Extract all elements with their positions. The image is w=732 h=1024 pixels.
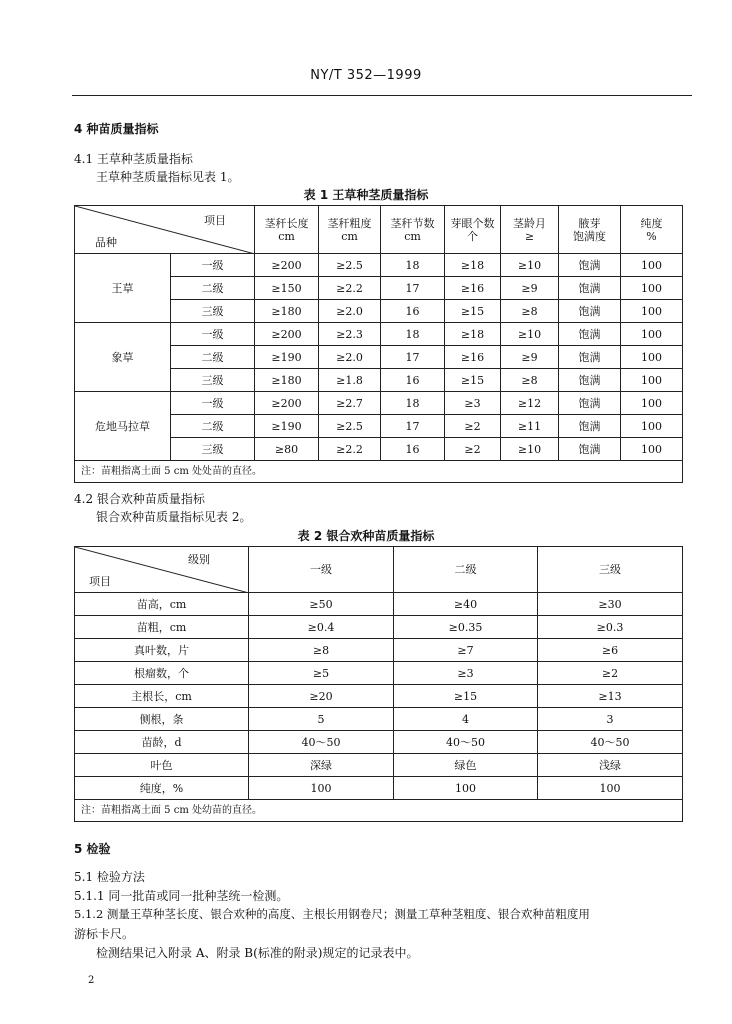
value-cell: ≥2 — [445, 415, 501, 438]
grade-cell: 二级 — [171, 277, 255, 300]
value-cell: 饱满 — [559, 346, 621, 369]
value-cell: ≥180 — [255, 369, 319, 392]
page-number: 2 — [88, 975, 95, 986]
value-cell: ≥15 — [445, 369, 501, 392]
header-cell: 腋芽 饱满度 — [559, 206, 621, 254]
value-cell: ≥2.2 — [319, 277, 381, 300]
value-cell: ≥12 — [501, 392, 559, 415]
value-cell: 饱满 — [559, 369, 621, 392]
value-cell: ≥10 — [501, 438, 559, 461]
value-cell: 5 — [249, 708, 394, 731]
value-cell: ≥20 — [249, 685, 394, 708]
item-cell: 真叶数，片 — [75, 639, 249, 662]
value-cell: 18 — [381, 392, 445, 415]
value-cell: ≥2 — [538, 662, 683, 685]
corner-top-label: 项目 — [204, 214, 226, 227]
table-1 — [74, 205, 683, 483]
section-4-1-text: 王草种茎质量指标见表 1。 — [96, 170, 240, 184]
value-cell: ≥180 — [255, 300, 319, 323]
value-cell: 100 — [621, 300, 683, 323]
value-cell: ≥0.35 — [394, 616, 538, 639]
value-cell: 100 — [621, 415, 683, 438]
grade-cell: 二级 — [171, 415, 255, 438]
value-cell: ≥1.8 — [319, 369, 381, 392]
table-2 — [74, 546, 683, 822]
section-4-title: 4 种苗质量指标 — [74, 122, 159, 136]
grade-cell: 三级 — [171, 369, 255, 392]
grade-header: 一级 — [249, 547, 394, 593]
value-cell: ≥13 — [538, 685, 683, 708]
header-cell: 茎秆长度 cm — [255, 206, 319, 254]
value-cell: ≥5 — [249, 662, 394, 685]
grade-cell: 一级 — [171, 323, 255, 346]
value-cell: ≥3 — [394, 662, 538, 685]
value-cell: ≥200 — [255, 254, 319, 277]
value-cell: ≥50 — [249, 593, 394, 616]
value-cell: ≥200 — [255, 392, 319, 415]
value-cell: ≥16 — [445, 277, 501, 300]
grade-cell: 二级 — [171, 346, 255, 369]
value-cell: 100 — [621, 323, 683, 346]
header-cell: 茎秆节数 cm — [381, 206, 445, 254]
value-cell: 饱满 — [559, 277, 621, 300]
item-cell: 苗高，cm — [75, 593, 249, 616]
value-cell: 16 — [381, 300, 445, 323]
value-cell: ≥8 — [501, 369, 559, 392]
value-cell: 3 — [538, 708, 683, 731]
value-cell: 40～50 — [538, 731, 683, 754]
value-cell: 绿色 — [394, 754, 538, 777]
value-cell: ≥8 — [249, 639, 394, 662]
value-cell: ≥10 — [501, 254, 559, 277]
value-cell: 饱满 — [559, 392, 621, 415]
section-5-1-2-line1: 5.1.2 测量王草种茎长度、银合欢种的高度、主根长用钢卷尺；测量工草种茎粗度、银合欢种苗粗度用 — [74, 907, 590, 921]
value-cell: 17 — [381, 277, 445, 300]
value-cell: ≥18 — [445, 323, 501, 346]
variety-cell: 王草 — [75, 254, 171, 323]
value-cell: ≥18 — [445, 254, 501, 277]
table-1-caption: 表 1 王草种茎质量指标 — [303, 188, 429, 202]
header-cell: 茎龄月 ≥ — [501, 206, 559, 254]
item-cell: 苗粗，cm — [75, 616, 249, 639]
variety-cell: 危地马拉草 — [75, 392, 171, 461]
grade-cell: 三级 — [171, 438, 255, 461]
value-cell: 浅绿 — [538, 754, 683, 777]
corner-bottom-label: 项目 — [89, 575, 111, 588]
value-cell: ≥10 — [501, 323, 559, 346]
value-cell: 饱满 — [559, 323, 621, 346]
item-cell: 根瘤数，个 — [75, 662, 249, 685]
section-4-2-title: 4.2 银合欢种苗质量指标 — [74, 492, 205, 506]
section-4-2-text: 银合欢种苗质量指标见表 2。 — [96, 510, 252, 524]
value-cell: ≥2.7 — [319, 392, 381, 415]
value-cell: 100 — [621, 254, 683, 277]
value-cell: ≥40 — [394, 593, 538, 616]
value-cell: 40～50 — [249, 731, 394, 754]
value-cell: ≥16 — [445, 346, 501, 369]
value-cell: ≥15 — [394, 685, 538, 708]
value-cell: ≥200 — [255, 323, 319, 346]
item-cell: 主根长，cm — [75, 685, 249, 708]
value-cell: ≥9 — [501, 277, 559, 300]
value-cell: ≥2.2 — [319, 438, 381, 461]
value-cell: 100 — [621, 438, 683, 461]
header-rule — [72, 95, 692, 96]
grade-cell: 三级 — [171, 300, 255, 323]
value-cell: ≥9 — [501, 346, 559, 369]
value-cell: ≥0.4 — [249, 616, 394, 639]
value-cell: 4 — [394, 708, 538, 731]
standard-code: NY/T 352—1999 — [310, 68, 422, 83]
value-cell: 17 — [381, 415, 445, 438]
value-cell: 100 — [394, 777, 538, 800]
value-cell: 100 — [621, 392, 683, 415]
grade-cell: 一级 — [171, 254, 255, 277]
table-2-caption: 表 2 银合欢种苗质量指标 — [297, 529, 435, 543]
value-cell: ≥2.0 — [319, 346, 381, 369]
value-cell: 16 — [381, 438, 445, 461]
value-cell: 16 — [381, 369, 445, 392]
value-cell: 饱满 — [559, 415, 621, 438]
value-cell: ≥80 — [255, 438, 319, 461]
variety-cell: 象草 — [75, 323, 171, 392]
corner-bottom-label: 品种 — [95, 236, 117, 249]
item-cell: 纯度，% — [75, 777, 249, 800]
value-cell: ≥15 — [445, 300, 501, 323]
value-cell: ≥150 — [255, 277, 319, 300]
value-cell: 17 — [381, 346, 445, 369]
table-2-note: 注：苗粗指离土面 5 cm 处幼苗的直径。 — [75, 800, 683, 822]
section-5-1-1: 5.1.1 同一批苗或同一批种茎统一检测。 — [74, 889, 289, 903]
value-cell: ≥8 — [501, 300, 559, 323]
value-cell: 100 — [621, 346, 683, 369]
result-note: 检测结果记入附录 A、附录 B(标准的附录)规定的记录表中。 — [96, 946, 419, 960]
value-cell: 深绿 — [249, 754, 394, 777]
value-cell: 饱满 — [559, 254, 621, 277]
value-cell: 18 — [381, 323, 445, 346]
grade-header: 二级 — [394, 547, 538, 593]
item-cell: 叶色 — [75, 754, 249, 777]
value-cell: ≥2.3 — [319, 323, 381, 346]
item-cell: 侧根，条 — [75, 708, 249, 731]
grade-header: 三级 — [538, 547, 683, 593]
value-cell: 100 — [621, 277, 683, 300]
value-cell: ≥0.3 — [538, 616, 683, 639]
value-cell: ≥30 — [538, 593, 683, 616]
value-cell: 100 — [621, 369, 683, 392]
value-cell: ≥190 — [255, 415, 319, 438]
value-cell: 100 — [249, 777, 394, 800]
section-5-1-2-line2: 游标卡尺。 — [74, 927, 135, 941]
grade-cell: 一级 — [171, 392, 255, 415]
value-cell: ≥2 — [445, 438, 501, 461]
value-cell: ≥6 — [538, 639, 683, 662]
value-cell: ≥2.5 — [319, 415, 381, 438]
value-cell: ≥190 — [255, 346, 319, 369]
section-5-title: 5 检验 — [74, 842, 111, 856]
value-cell: ≥2.5 — [319, 254, 381, 277]
header-cell: 茎秆粗度 cm — [319, 206, 381, 254]
section-4-1-title: 4.1 王草种茎质量指标 — [74, 152, 193, 166]
value-cell: 18 — [381, 254, 445, 277]
table-1-note: 注：苗粗指离土面 5 cm 处处苗的直径。 — [75, 461, 683, 483]
value-cell: ≥3 — [445, 392, 501, 415]
value-cell: 40～50 — [394, 731, 538, 754]
value-cell: ≥7 — [394, 639, 538, 662]
value-cell: 饱满 — [559, 300, 621, 323]
corner-top-label: 级别 — [188, 553, 210, 566]
table-2-corner — [75, 547, 249, 593]
value-cell: 100 — [538, 777, 683, 800]
item-cell: 苗龄，d — [75, 731, 249, 754]
section-5-1: 5.1 检验方法 — [74, 870, 145, 884]
value-cell: ≥11 — [501, 415, 559, 438]
table-1-corner — [75, 206, 255, 254]
value-cell: ≥2.0 — [319, 300, 381, 323]
value-cell: 饱满 — [559, 438, 621, 461]
header-cell: 芽眼个数 个 — [445, 206, 501, 254]
header-cell: 纯度 % — [621, 206, 683, 254]
